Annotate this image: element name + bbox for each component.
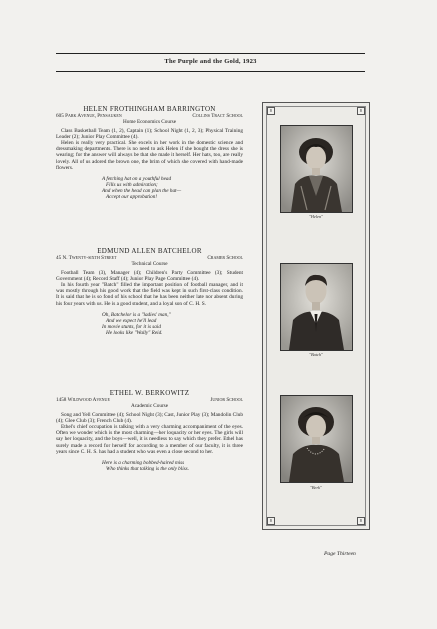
poem-line: Fills us with admiration; (106, 181, 158, 188)
corner-ornament: B (357, 517, 365, 525)
student-address: 45 N. Twenty-sixth Street (56, 255, 117, 262)
poem-line: In movie stunts, for it is said (102, 323, 161, 330)
poem-line: A fetching hat on a youthful head (102, 175, 172, 182)
student-poem (102, 176, 243, 200)
corner-ornament: B (267, 517, 275, 525)
photo-caption: "Batch" (309, 352, 323, 357)
student-photo-batch (280, 263, 353, 351)
poem-line: And when the head can plan the hat— (102, 187, 182, 194)
poem-line: Oh, Batchelor is a "ladies' man," (102, 311, 171, 318)
corner-ornament: B (267, 107, 275, 115)
student-name: ETHEL W. BERKOWITZ (109, 389, 190, 397)
student-address: 1458 Wildwood Avenue (56, 397, 110, 404)
photo-strip (262, 102, 370, 530)
student-name: HELEN FROTHINGHAM BARRINGTON (83, 105, 216, 113)
student-former-school: Cramer School (207, 255, 243, 262)
student-photo-berk (280, 395, 353, 483)
student-bio: Ethel's chief occupation is talking with a very charming accompaniment of the eyes. Often we wonder which is the most charming—her loquacity or her eyes. The girls will say her loquacity, and the boys—well, it is needless to say which they prefer. Ethel has surely made a record for herself for according to a member of our faculty, it is three years since C. H. S. has had a student who was even a close second to her. (56, 424, 243, 455)
photo-caption: "Berk" (310, 485, 322, 490)
student-former-school: Collins Tract School (192, 113, 243, 120)
portrait-image (281, 126, 352, 212)
page-number: Page Thirteen (324, 551, 356, 557)
portrait-image (281, 264, 352, 350)
corner-ornament: B (357, 107, 365, 115)
poem-line: He looks like "Wally" Reid. (106, 329, 163, 336)
student-course: Academic Course (130, 403, 169, 410)
student-bio: In his fourth year "Batch" filled the important position of football manager, and it was mostly through his good work that the field was kept in such first-class condition. It is said that he is so fond of his school that he has been neither late nor absent during his four years with us. He is a good student, and a loyal son of C. H. S. (56, 282, 243, 307)
poem-line: Who thinks that talking is the only bliss. (106, 465, 189, 472)
portrait-image (281, 396, 352, 482)
student-activities: Class Basketball Team (1, 2), Captain (1); School Night (1, 2, 3); Physical Training Leader (2); Junior Play Committee (4). (56, 128, 243, 141)
student-activities: Football Team (3), Manager (4); Children's Party Committee (3); Student Government (4); Record Staff (4); Junior Play Page Committee (4). (56, 270, 243, 283)
student-entry-berkowitz (56, 390, 243, 472)
student-activities: Song and Yell Committee (4); School Night (3); Cast, Junior Play (3); Mandolin Club (4); Glee Club (3); French Club (4). (56, 412, 243, 425)
student-poem (102, 460, 243, 472)
header-rule-bottom (56, 71, 365, 72)
student-bio: Helen is really very practical. She excels in her work in the domestic science and dressmaking departments. There is no need to ask Helen if she bought the dress she is wearing; for the answer will always be that she made it herself. Her hats, too, are really lovely. All of us adored the brown one, the brim of which she covered with hand-made flowers. (56, 140, 243, 171)
student-course: Technical Course (131, 261, 168, 268)
photo-caption: "Helen" (309, 214, 323, 219)
header-rule-top (56, 53, 365, 54)
student-entry-batchelor (56, 248, 243, 336)
student-photo-helen (280, 125, 353, 213)
student-poem (102, 312, 243, 336)
student-name: EDMUND ALLEN BATCHELOR (97, 247, 202, 255)
poem-line: And we expect he'll lead (106, 317, 157, 324)
page-header-title: The Purple and the Gold, 1923 (164, 58, 257, 65)
student-address: 605 Park Avenue, Pensauken (56, 113, 122, 120)
student-entry-barrington (56, 106, 243, 200)
poem-line: Here is a charming bobbed-haired miss (102, 459, 185, 466)
student-course: Home Economics Course (122, 119, 177, 126)
student-former-school: Junior School (210, 397, 243, 404)
poem-line: Accept our approbation! (106, 193, 158, 200)
